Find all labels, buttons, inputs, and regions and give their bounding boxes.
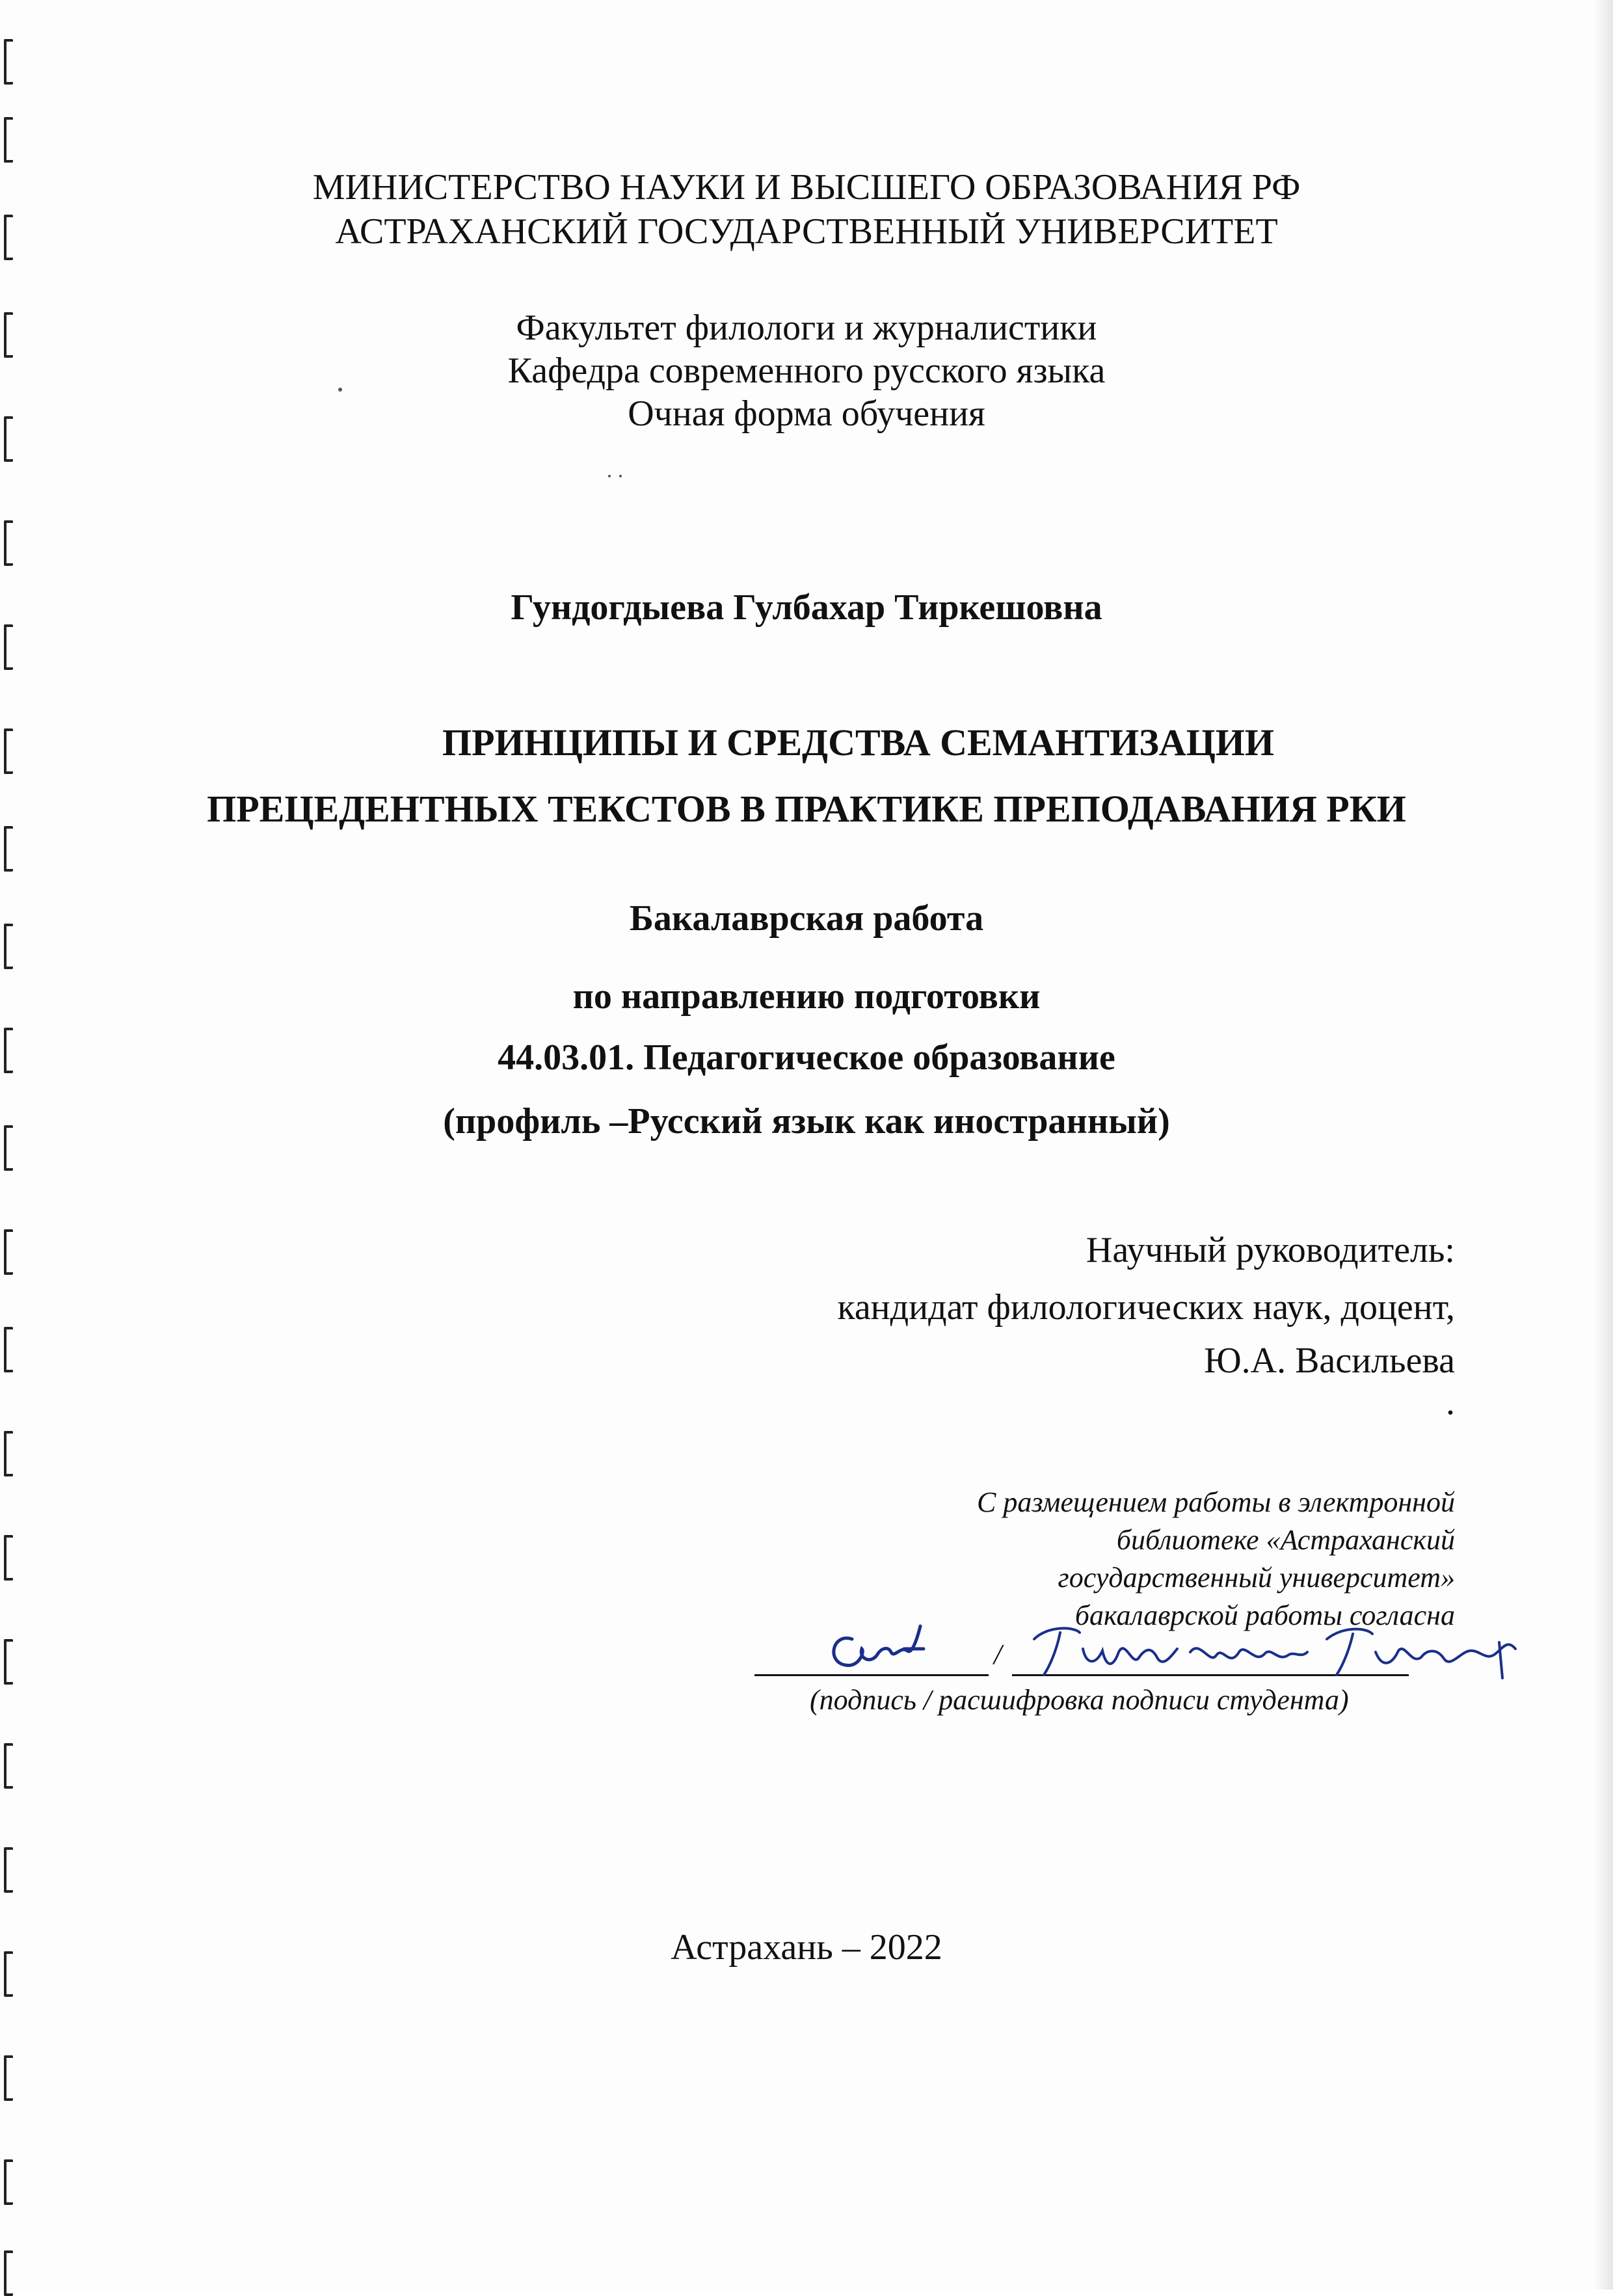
signature-separator: / bbox=[994, 1638, 1002, 1670]
binding-hole bbox=[4, 1847, 13, 1893]
binding-hole bbox=[4, 1229, 13, 1275]
supervisor-dot: . bbox=[1446, 1382, 1455, 1422]
binding-hole bbox=[4, 624, 13, 670]
binding-hole bbox=[4, 2055, 13, 2101]
profile-line: (профиль –Русский язык как иностранный) bbox=[443, 1101, 1170, 1141]
scan-speck bbox=[608, 475, 611, 477]
consent-line-3: государственный университет» bbox=[1058, 1562, 1455, 1594]
supervisor-label: Научный руководитель: bbox=[1086, 1230, 1455, 1270]
ministry-heading: МИНИСТЕРСТВО НАУКИ И ВЫСШЕГО ОБРАЗОВАНИЯ РФ bbox=[312, 167, 1301, 207]
chair-line: Кафедра современного русского языка bbox=[507, 351, 1106, 391]
binding-hole bbox=[4, 1327, 13, 1372]
binding-hole bbox=[4, 39, 13, 85]
thesis-title-line-1: ПРИНЦИПЫ И СРЕДСТВА СЕМАНТИЗАЦИИ bbox=[442, 721, 1275, 764]
direction-label: по направлению подготовки bbox=[572, 976, 1041, 1017]
faculty-line: Факультет филологи и журналистики bbox=[516, 308, 1097, 348]
binding-hole bbox=[4, 1535, 13, 1581]
study-form-line: Очная форма обучения bbox=[628, 394, 985, 434]
binding-hole bbox=[4, 117, 13, 163]
binding-hole bbox=[4, 1431, 13, 1476]
signature-caption: (подпись / расшифровка подписи студента) bbox=[810, 1684, 1349, 1716]
author-name: Гундогдыева Гулбахар Тиркешовна bbox=[511, 587, 1102, 628]
handwritten-name-signature bbox=[1021, 1613, 1528, 1685]
binding-hole bbox=[4, 826, 13, 872]
supervisor-name: Ю.А. Васильева bbox=[1204, 1341, 1455, 1381]
handwritten-signature bbox=[826, 1613, 930, 1685]
binding-hole bbox=[4, 520, 13, 566]
thesis-title-line-2: ПРЕЦЕДЕНТНЫХ ТЕКСТОВ В ПРАКТИКЕ ПРЕПОДАВАНИЯ РКИ bbox=[207, 788, 1406, 830]
binding-hole bbox=[4, 2159, 13, 2205]
direction-code: 44.03.01. Педагогическое образование bbox=[498, 1037, 1115, 1078]
work-type: Бакалаврская работа bbox=[629, 898, 984, 939]
consent-line-4: бакалаврской работы согласна bbox=[1074, 1599, 1455, 1631]
city-year: Астрахань – 2022 bbox=[671, 1927, 942, 1968]
binding-hole bbox=[4, 1639, 13, 1685]
supervisor-degree: кандидат филологических наук, доцент, bbox=[837, 1287, 1455, 1328]
binding-hole bbox=[4, 728, 13, 774]
scan-speck bbox=[619, 475, 622, 477]
scan-speck bbox=[338, 388, 342, 392]
consent-line-1: С размещением работы в электронной bbox=[977, 1486, 1455, 1518]
binding-hole bbox=[4, 1743, 13, 1789]
university-heading: АСТРАХАНСКИЙ ГОСУДАРСТВЕННЫЙ УНИВЕРСИТЕТ bbox=[335, 211, 1278, 252]
consent-line-2: библиотеке «Астраханский bbox=[1116, 1524, 1455, 1556]
